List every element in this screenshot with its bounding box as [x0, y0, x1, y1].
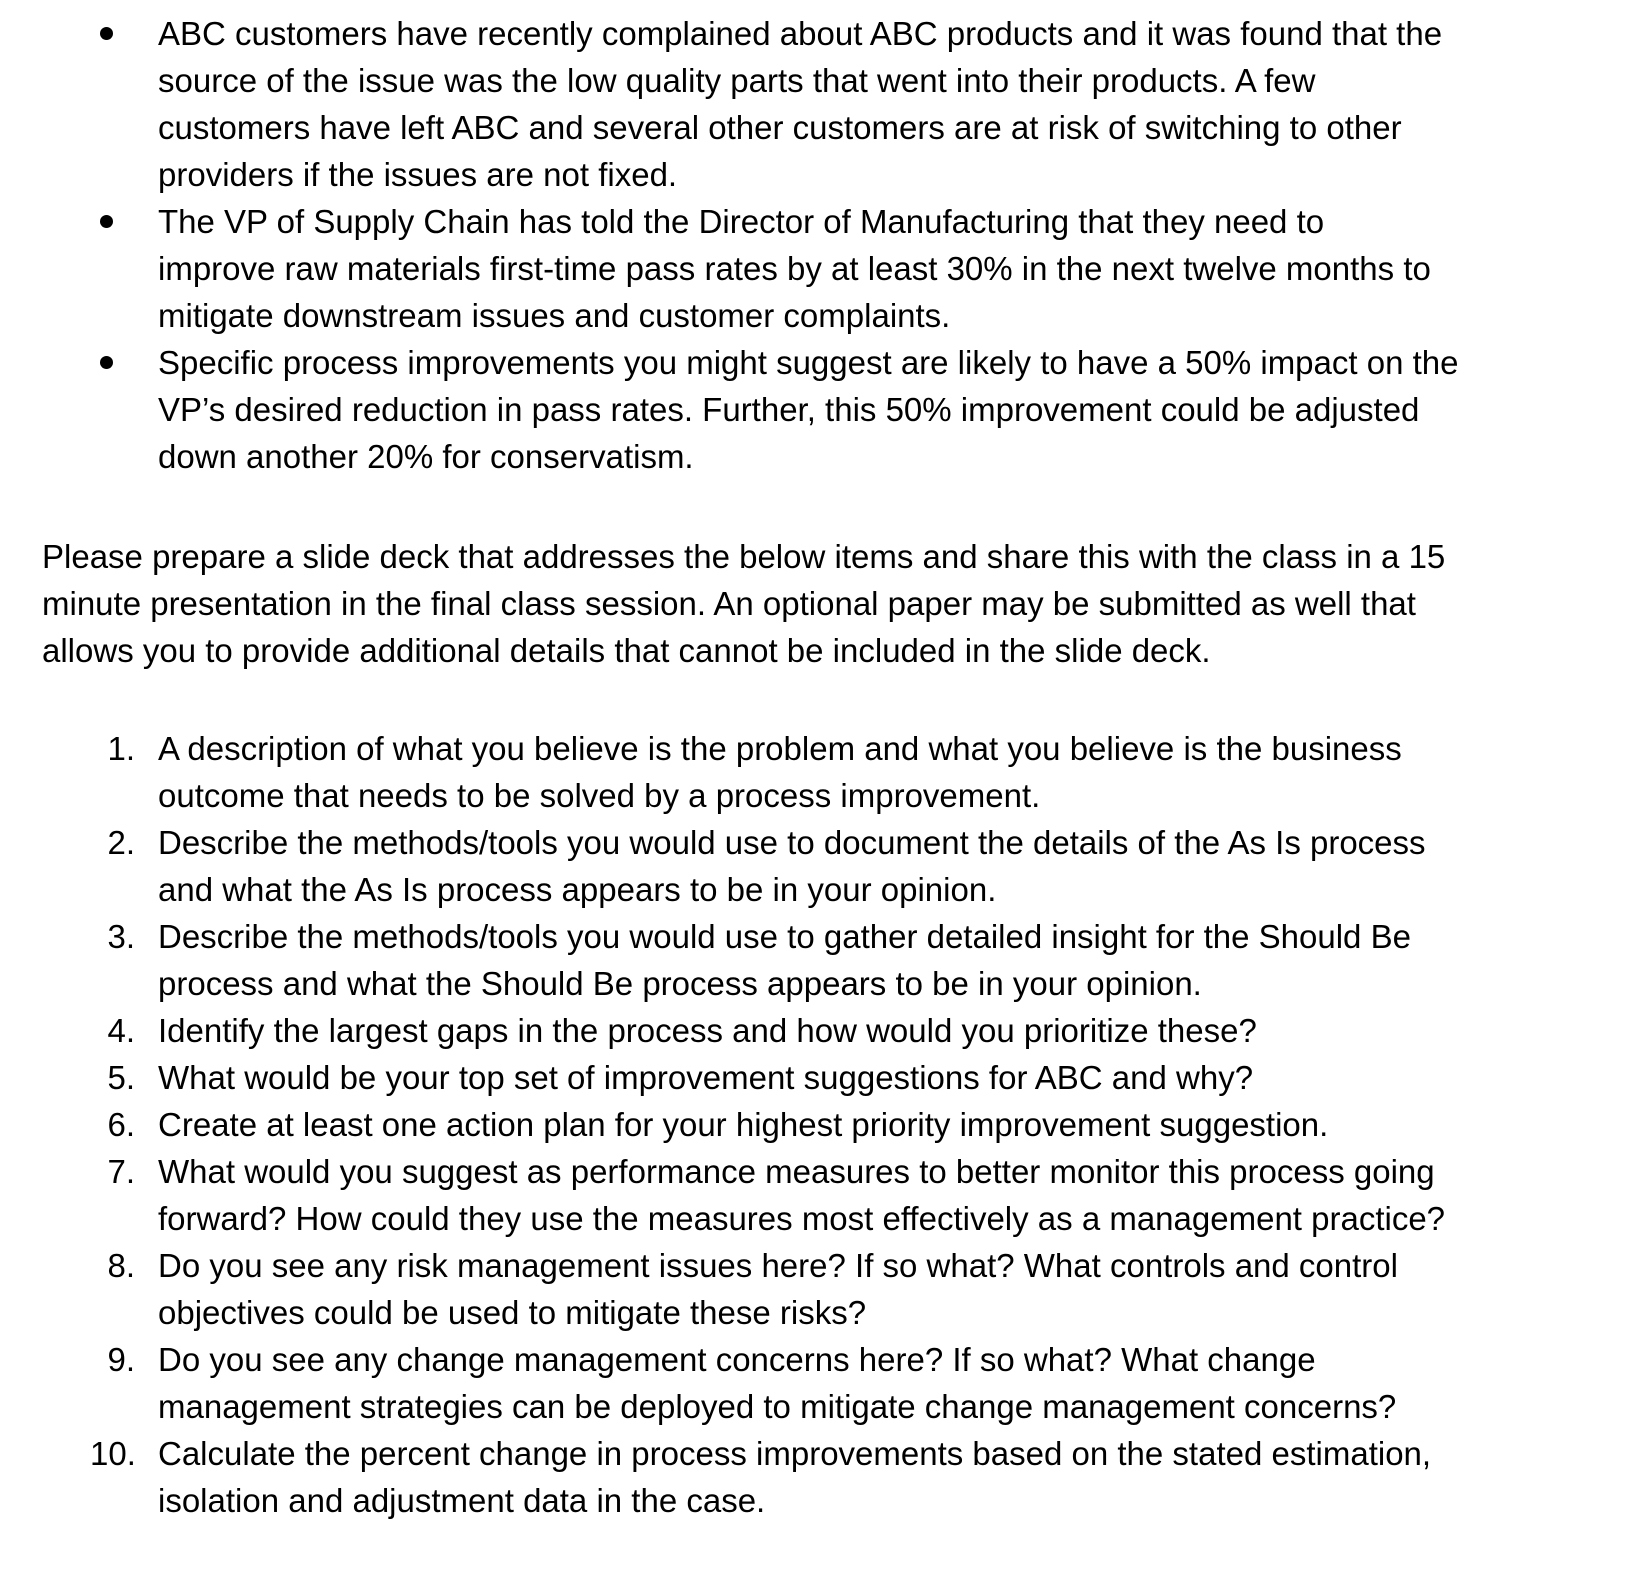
item-line: process and what the Should Be process appears to be in your opinion.	[158, 965, 1202, 1002]
context-bullet-list	[0, 10, 1558, 480]
numbered-item	[0, 819, 1558, 913]
item-number: 2.	[107, 824, 135, 861]
bullet-line: source of the issue was the low quality parts that went into their products. A few	[158, 62, 1316, 99]
item-number: 5.	[107, 1059, 135, 1096]
item-line: Do you see any risk management issues here? If so what? What controls and control	[158, 1247, 1398, 1284]
bullet-line: providers if the issues are not fixed.	[158, 156, 678, 193]
item-line: objectives could be used to mitigate these risks?	[158, 1294, 867, 1331]
numbered-item	[0, 1430, 1558, 1524]
item-number: 4.	[107, 1012, 135, 1049]
bullet-line: The VP of Supply Chain has told the Director of Manufacturing that they need to	[158, 203, 1325, 240]
instructions-paragraph	[42, 533, 1445, 674]
bullet-line: improve raw materials first-time pass rates by at least 30% in the next twelve months to	[158, 250, 1431, 287]
paragraph-line: Please prepare a slide deck that addresses the below items and share this with the class in a 15	[42, 538, 1446, 575]
item-line: Calculate the percent change in process improvements based on the stated estimation,	[158, 1435, 1432, 1472]
item-number: 6.	[107, 1106, 135, 1143]
bullet-dot-icon	[100, 356, 113, 369]
numbered-item	[0, 1007, 1558, 1054]
item-line: Describe the methods/tools you would use to gather detailed insight for the Should Be	[158, 918, 1411, 955]
item-line: Identify the largest gaps in the process and how would you prioritize these?	[158, 1012, 1257, 1049]
item-line: isolation and adjustment data in the case.	[158, 1482, 766, 1519]
bullet-line: down another 20% for conservatism.	[158, 438, 694, 475]
bullet-item	[0, 339, 1558, 480]
numbered-item	[0, 1101, 1558, 1148]
item-number: 7.	[107, 1153, 135, 1190]
item-line: and what the As Is process appears to be in your opinion.	[158, 871, 997, 908]
item-line: outcome that needs to be solved by a process improvement.	[158, 777, 1041, 814]
item-line: forward? How could they use the measures most effectively as a management practice?	[158, 1200, 1446, 1237]
item-number: 1.	[107, 730, 135, 767]
numbered-item	[0, 1148, 1558, 1242]
paragraph-line: minute presentation in the final class session. An optional paper may be submitted as well that	[42, 585, 1416, 622]
item-line: Do you see any change management concerns here? If so what? What change	[158, 1341, 1316, 1378]
numbered-item	[0, 725, 1558, 819]
item-line: What would be your top set of improvement suggestions for ABC and why?	[158, 1059, 1254, 1096]
bullet-item	[0, 10, 1558, 198]
item-line: Describe the methods/tools you would use to document the details of the As Is process	[158, 824, 1426, 861]
item-line: management strategies can be deployed to mitigate change management concerns?	[158, 1388, 1397, 1425]
bullet-line: Specific process improvements you might suggest are likely to have a 50% impact on the	[158, 344, 1459, 381]
item-number: 3.	[107, 918, 135, 955]
bullet-dot-icon	[100, 27, 113, 40]
item-number: 9.	[107, 1341, 135, 1378]
bullet-line: VP’s desired reduction in pass rates. Further, this 50% improvement could be adjusted	[158, 391, 1420, 428]
item-line: What would you suggest as performance measures to better monitor this process going	[158, 1153, 1435, 1190]
bullet-dot-icon	[100, 215, 113, 228]
item-number: 8.	[107, 1247, 135, 1284]
bullet-line: customers have left ABC and several other customers are at risk of switching to other	[158, 109, 1402, 146]
paragraph-line: allows you to provide additional details that cannot be included in the slide deck.	[42, 632, 1211, 669]
item-number: 10.	[90, 1435, 136, 1472]
item-line: Create at least one action plan for your highest priority improvement suggestion.	[158, 1106, 1329, 1143]
bullet-line: ABC customers have recently complained about ABC products and it was found that the	[158, 15, 1443, 52]
bullet-line: mitigate downstream issues and customer complaints.	[158, 297, 951, 334]
numbered-item	[0, 1336, 1558, 1430]
numbered-item	[0, 913, 1558, 1007]
item-line: A description of what you believe is the problem and what you believe is the business	[158, 730, 1402, 767]
numbered-item	[0, 1054, 1558, 1101]
bullet-item	[0, 198, 1558, 339]
deliverables-numbered-list	[0, 725, 1558, 1524]
numbered-item	[0, 1242, 1558, 1336]
